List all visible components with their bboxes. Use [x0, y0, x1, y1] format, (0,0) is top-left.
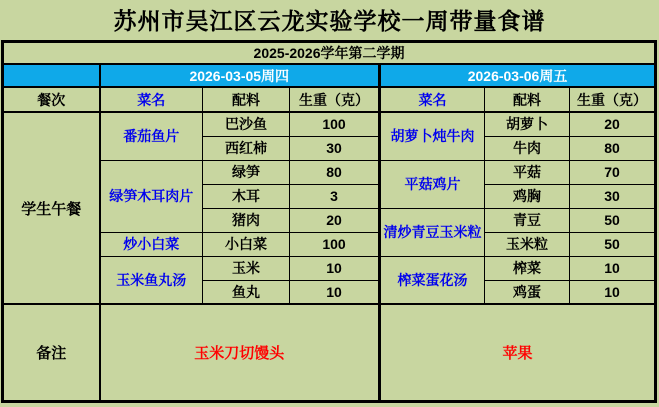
note-thursday-cell: 玉米刀切馒头 [100, 304, 380, 401]
dish-name-cell: 胡萝卜炖牛肉 [380, 112, 485, 160]
ingredient-cell: 鱼丸 [203, 280, 290, 304]
ingredient-cell: 玉米 [203, 256, 290, 280]
weight-cell: 3 [290, 184, 380, 208]
weight-cell: 100 [290, 232, 380, 256]
ingredient-cell: 牛肉 [485, 136, 570, 160]
col-header-weight-fri: 生重（克） [570, 87, 656, 112]
weight-cell: 80 [290, 160, 380, 184]
ingredient-cell: 西红柿 [203, 136, 290, 160]
dish-name-cell: 平菇鸡片 [380, 160, 485, 208]
menu-table [1, 40, 657, 403]
weight-cell: 100 [290, 112, 380, 136]
page-title: 苏州市吴江区云龙实验学校一周带量食谱 [113, 8, 546, 34]
ingredient-cell: 玉米粒 [485, 232, 570, 256]
ingredient-cell: 木耳 [203, 184, 290, 208]
ingredient-cell: 猪肉 [203, 208, 290, 232]
ingredient-cell: 青豆 [485, 208, 570, 232]
note-friday-cell: 苹果 [380, 304, 656, 401]
weight-cell: 70 [570, 160, 656, 184]
dish-name-cell: 番茄鱼片 [100, 112, 203, 160]
semester-header: 2025-2026学年第二学期 [3, 42, 656, 65]
weight-cell: 10 [570, 280, 656, 304]
weight-cell: 10 [290, 256, 380, 280]
weight-cell: 80 [570, 136, 656, 160]
weight-cell: 30 [570, 184, 656, 208]
dish-name-cell: 榨菜蛋花汤 [380, 256, 485, 304]
weight-cell: 10 [570, 256, 656, 280]
meal-type-cell: 学生午餐 [3, 112, 100, 304]
col-header-ingredient-fri: 配料 [485, 87, 570, 112]
weight-cell: 10 [290, 280, 380, 304]
ingredient-cell: 小白菜 [203, 232, 290, 256]
col-header-ingredient-thu: 配料 [203, 87, 290, 112]
weight-cell: 20 [290, 208, 380, 232]
ingredient-cell: 巴沙鱼 [203, 112, 290, 136]
note-label-cell: 备注 [3, 304, 100, 401]
dish-name-cell: 玉米鱼丸汤 [100, 256, 203, 304]
weight-cell: 20 [570, 112, 656, 136]
weight-cell: 50 [570, 232, 656, 256]
dish-name-cell: 炒小白菜 [100, 232, 203, 256]
date-thursday: 2026-03-05周四 [100, 64, 380, 87]
dish-name-cell: 清炒青豆玉米粒 [380, 208, 485, 256]
ingredient-cell: 鸡蛋 [485, 280, 570, 304]
ingredient-cell: 绿笋 [203, 160, 290, 184]
weight-cell: 30 [290, 136, 380, 160]
dish-name-cell: 绿笋木耳肉片 [100, 160, 203, 232]
ingredient-cell: 平菇 [485, 160, 570, 184]
weight-cell: 50 [570, 208, 656, 232]
ingredient-cell: 胡萝卜 [485, 112, 570, 136]
col-header-weight-thu: 生重（克） [290, 87, 380, 112]
date-row-corner-cell [3, 64, 100, 87]
ingredient-cell: 榨菜 [485, 256, 570, 280]
col-header-meal: 餐次 [3, 87, 100, 112]
col-header-dish-thu: 菜名 [100, 87, 203, 112]
date-friday: 2026-03-06周五 [380, 64, 656, 87]
ingredient-cell: 鸡胸 [485, 184, 570, 208]
col-header-dish-fri: 菜名 [380, 87, 485, 112]
